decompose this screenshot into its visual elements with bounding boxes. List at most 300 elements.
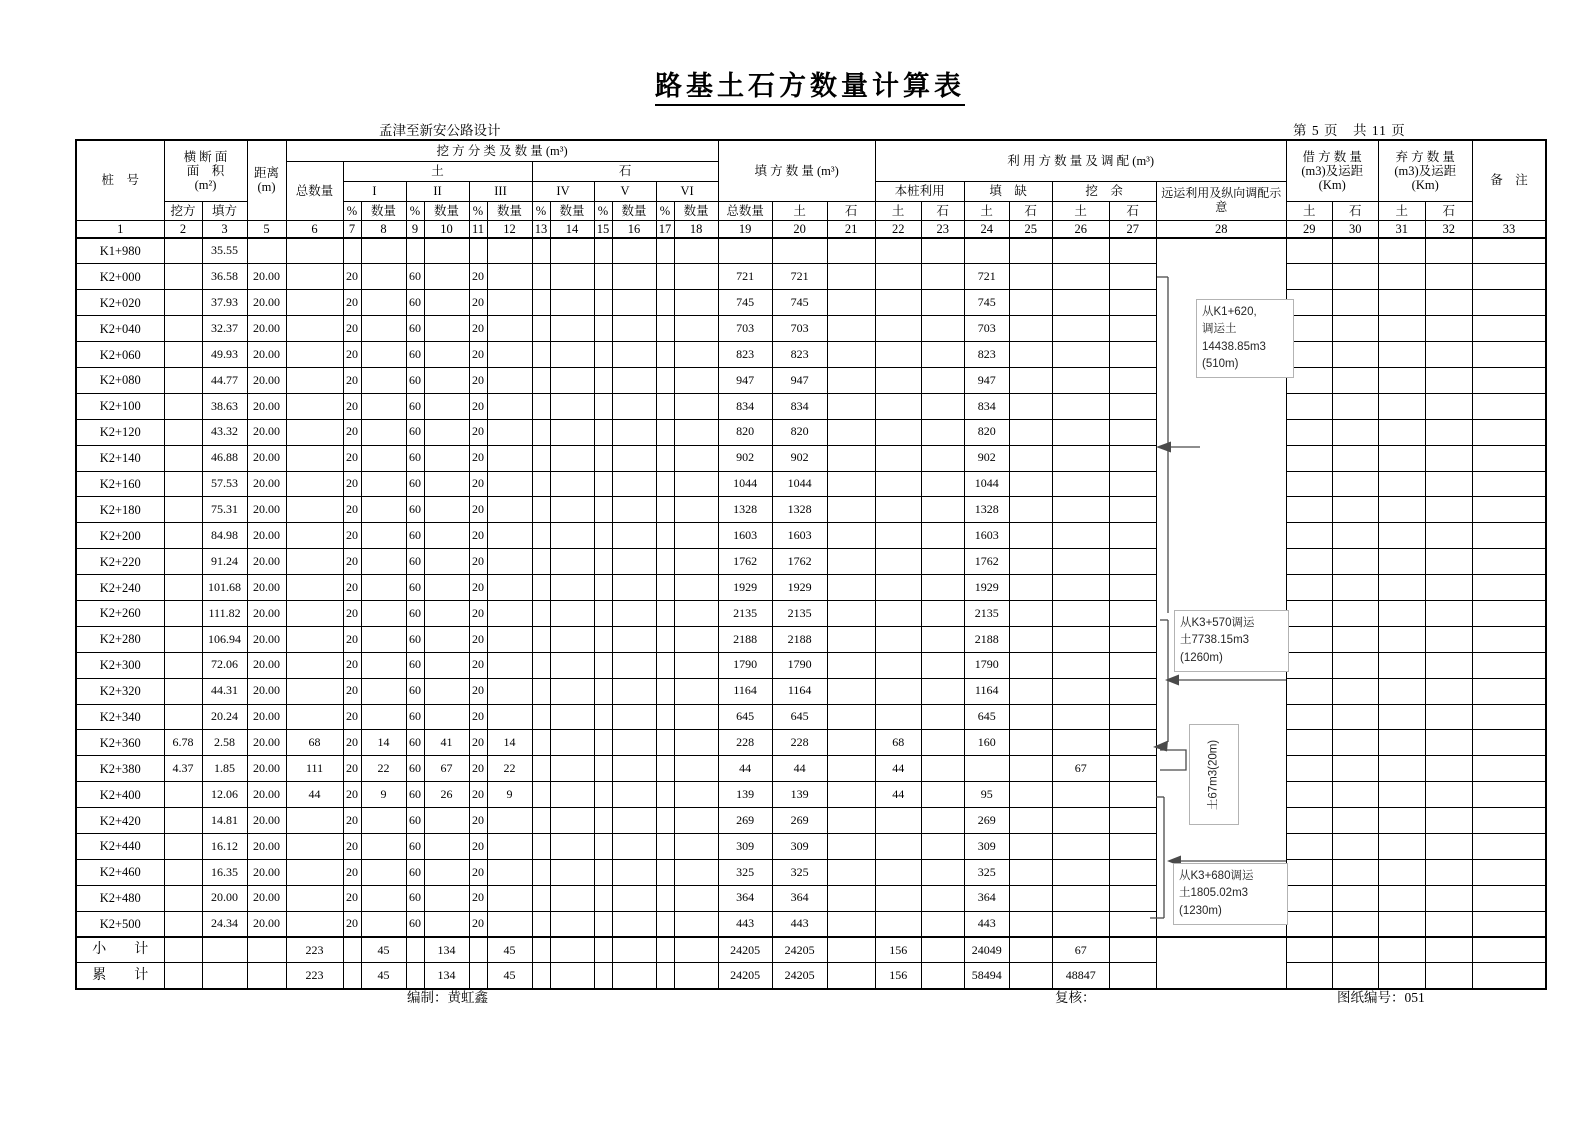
value-cell [921,626,964,652]
waste-line2: (m3)及运距 [1394,163,1457,178]
value-cell [1052,497,1109,523]
value-cell: 60 [406,859,424,885]
value-cell [1472,549,1546,575]
value-cell [1286,911,1332,937]
value-cell [1332,419,1378,445]
value-cell [921,833,964,859]
value-cell [286,549,343,575]
value-cell: 6.78 [164,730,202,756]
station-cell: 小 计 [76,937,164,963]
value-cell [875,523,921,549]
value-cell [1472,704,1546,730]
value-cell [1332,471,1378,497]
value-cell [361,264,406,290]
value-cell [1425,678,1472,704]
value-cell [550,652,594,678]
value-cell [594,678,612,704]
value-cell [1378,316,1425,342]
value-cell [1052,393,1109,419]
value-cell [286,290,343,316]
value-cell: 947 [772,367,827,393]
value-cell [487,316,532,342]
value-cell: 20 [469,782,487,808]
value-cell: 834 [772,393,827,419]
value-cell [164,600,202,626]
value-cell [424,911,469,937]
value-cell: 20.00 [247,600,286,626]
value-cell [1378,549,1425,575]
value-cell [1009,342,1052,368]
value-cell: 834 [718,393,772,419]
table-row [76,523,1546,549]
haul-note-a-line3: 14438.85m3 [1202,340,1266,353]
value-cell: 20.00 [202,885,247,911]
value-cell [532,264,550,290]
value-cell [424,808,469,834]
value-cell [921,497,964,523]
col-header-use-soil: 土 [875,201,921,220]
value-cell [1332,963,1378,989]
value-cell [612,937,656,963]
value-cell [827,626,875,652]
col-header-borrow-soil: 土 [1286,201,1332,220]
value-cell [1052,859,1109,885]
value-cell: 823 [772,342,827,368]
col-header-class-6: VI [656,181,718,201]
value-cell [594,342,612,368]
value-cell [424,859,469,885]
value-cell: 45 [361,963,406,989]
column-number: 16 [612,220,656,238]
value-cell [532,782,550,808]
value-cell [1472,264,1546,290]
value-cell: 24.34 [202,911,247,937]
value-cell [532,523,550,549]
value-cell: 820 [964,419,1009,445]
value-cell [1378,782,1425,808]
value-cell [921,549,964,575]
value-cell [532,549,550,575]
col-header-cut-area: 挖方 [164,201,202,220]
haul-note-b [1174,610,1289,672]
value-cell [1009,600,1052,626]
value-cell [550,678,594,704]
value-cell [1109,808,1156,834]
value-cell [1052,626,1109,652]
cross-section-line1: 横 断 面 [183,149,228,164]
station-cell: K2+340 [76,704,164,730]
value-cell [1332,393,1378,419]
value-cell: 20 [469,885,487,911]
value-cell [550,523,594,549]
value-cell [1109,238,1156,264]
value-cell [1378,756,1425,782]
value-cell [921,264,964,290]
value-cell [594,937,612,963]
col-header-class-2: II [406,181,469,201]
col-group-waste [1378,140,1472,201]
value-cell [361,911,406,937]
value-cell [1009,937,1052,963]
value-cell: 269 [772,808,827,834]
column-number: 2 [164,220,202,238]
value-cell [424,290,469,316]
value-cell [656,342,674,368]
value-cell [1286,626,1332,652]
col-header-pct2: % [406,201,424,220]
col-header-class-4: IV [532,181,594,201]
value-cell [827,704,875,730]
value-cell: 111 [286,756,343,782]
value-cell: 44.31 [202,678,247,704]
value-cell [1472,497,1546,523]
value-cell [164,367,202,393]
value-cell [1109,626,1156,652]
value-cell: 91.24 [202,549,247,575]
table-row [76,859,1546,885]
value-cell: 20 [469,419,487,445]
value-cell: 645 [772,704,827,730]
value-cell: 22 [361,756,406,782]
value-cell [612,419,656,445]
value-cell: 20 [343,782,361,808]
value-cell: 60 [406,264,424,290]
value-cell [1052,678,1109,704]
value-cell: 37.93 [202,290,247,316]
value-cell [487,626,532,652]
value-cell [1425,937,1472,963]
value-cell: 2188 [964,626,1009,652]
value-cell: 228 [718,730,772,756]
value-cell [1286,600,1332,626]
value-cell [1332,264,1378,290]
column-number: 22 [875,220,921,238]
station-cell: K2+360 [76,730,164,756]
value-cell: 14.81 [202,808,247,834]
value-cell [1332,290,1378,316]
value-cell [532,704,550,730]
value-cell [1378,704,1425,730]
value-cell [1109,264,1156,290]
value-cell [1332,238,1378,264]
value-cell [1378,523,1425,549]
value-cell [612,678,656,704]
value-cell [1009,911,1052,937]
value-cell [674,523,718,549]
value-cell [361,471,406,497]
value-cell [827,859,875,885]
value-cell [1286,730,1332,756]
value-cell [921,808,964,834]
value-cell [1472,367,1546,393]
value-cell [1378,600,1425,626]
value-cell [827,549,875,575]
value-cell [827,911,875,937]
value-cell: 20.00 [247,549,286,575]
value-cell [921,290,964,316]
value-cell [1109,342,1156,368]
value-cell [532,316,550,342]
value-cell [1009,756,1052,782]
haul-note-d-line1: 从K3+680调运 [1179,870,1254,882]
value-cell: 20.00 [247,342,286,368]
value-cell: 20 [343,497,361,523]
value-cell: 309 [772,833,827,859]
value-cell: 95 [964,782,1009,808]
value-cell [487,264,532,290]
value-cell [594,264,612,290]
column-number: 27 [1109,220,1156,238]
value-cell [361,316,406,342]
value-cell [1109,290,1156,316]
value-cell [656,549,674,575]
value-cell [827,471,875,497]
value-cell [674,575,718,601]
column-number: 29 [1286,220,1332,238]
value-cell [487,523,532,549]
value-cell: 20 [343,523,361,549]
value-cell [674,367,718,393]
value-cell [487,575,532,601]
distance-line2: (m) [257,180,276,195]
value-cell: 20.00 [247,575,286,601]
value-cell: 1929 [772,575,827,601]
value-cell: 645 [718,704,772,730]
value-cell [164,937,202,963]
value-cell [875,626,921,652]
haul-note-a-line1: 从K1+620, [1202,306,1257,318]
value-cell [594,523,612,549]
value-cell [612,471,656,497]
value-cell [532,600,550,626]
value-cell [674,419,718,445]
value-cell: 20 [469,600,487,626]
value-cell [612,316,656,342]
value-cell: 38.63 [202,393,247,419]
value-cell: 443 [772,911,827,937]
value-cell: 60 [406,497,424,523]
value-cell [532,859,550,885]
value-cell [1109,497,1156,523]
value-cell [612,238,656,264]
value-cell [656,316,674,342]
value-cell [1472,833,1546,859]
value-cell [487,549,532,575]
column-number: 9 [406,220,424,238]
value-cell [1109,730,1156,756]
value-cell [674,497,718,523]
value-cell [1378,937,1425,963]
value-cell: 60 [406,393,424,419]
value-cell [286,264,343,290]
value-cell [674,626,718,652]
value-cell [361,393,406,419]
value-cell: 20.00 [247,393,286,419]
col-group-fill: 填 方 数 量 (m³) [718,140,875,201]
station-cell: K2+080 [76,367,164,393]
value-cell: 1790 [772,652,827,678]
station-cell: K2+440 [76,833,164,859]
value-cell [612,264,656,290]
value-cell: 32.37 [202,316,247,342]
value-cell [875,600,921,626]
value-cell [1109,523,1156,549]
value-cell [550,445,594,471]
table-row [76,600,1546,626]
value-cell: 20.00 [247,678,286,704]
value-cell [1286,808,1332,834]
column-number: 30 [1332,220,1378,238]
value-cell [1286,471,1332,497]
value-cell [361,808,406,834]
value-cell [550,316,594,342]
value-cell [1286,963,1332,989]
table-row [76,497,1546,523]
value-cell: 45 [487,963,532,989]
column-number: 25 [1009,220,1052,238]
station-cell: K2+020 [76,290,164,316]
value-cell [1052,367,1109,393]
value-cell [361,497,406,523]
value-cell [550,782,594,808]
value-cell: 160 [964,730,1009,756]
value-cell: 20 [343,575,361,601]
value-cell [1109,652,1156,678]
value-cell: 1164 [772,678,827,704]
value-cell [594,652,612,678]
value-cell [286,471,343,497]
value-cell: 20 [343,393,361,419]
col-header-surplus-soil: 土 [1052,201,1109,220]
value-cell: 24205 [718,963,772,989]
waste-line3: (Km) [1411,177,1439,192]
value-cell [674,600,718,626]
value-cell: 20 [343,911,361,937]
value-cell: 41 [424,730,469,756]
value-cell [1425,911,1472,937]
value-cell [827,393,875,419]
value-cell [1009,859,1052,885]
value-cell [921,859,964,885]
value-cell: 84.98 [202,523,247,549]
value-cell [656,963,674,989]
value-cell: 68 [286,730,343,756]
table-row [76,885,1546,911]
column-number: 20 [772,220,827,238]
value-cell [487,859,532,885]
value-cell [343,238,361,264]
value-cell [247,963,286,989]
value-cell: 67 [1052,756,1109,782]
station-cell: K2+100 [76,393,164,419]
value-cell [361,367,406,393]
value-cell [1109,445,1156,471]
value-cell [1286,419,1332,445]
value-cell [532,652,550,678]
value-cell [1472,626,1546,652]
value-cell: 20.00 [247,808,286,834]
value-cell [827,652,875,678]
value-cell [1052,549,1109,575]
value-cell [164,575,202,601]
value-cell [1052,445,1109,471]
value-cell [286,833,343,859]
value-cell: 745 [964,290,1009,316]
earthwork-quantity-table [75,139,1547,990]
value-cell [594,238,612,264]
value-cell [1009,367,1052,393]
value-cell [1332,833,1378,859]
value-cell [532,419,550,445]
value-cell [1472,419,1546,445]
value-cell [361,445,406,471]
value-cell [1286,937,1332,963]
value-cell: 269 [718,808,772,834]
table-body [76,238,1546,989]
value-cell [532,290,550,316]
value-cell [594,549,612,575]
value-cell [594,833,612,859]
value-cell: 20.00 [247,316,286,342]
value-cell: 24205 [772,963,827,989]
value-cell [827,885,875,911]
haul-note-d-line2: 土1805.02m3 [1179,887,1249,900]
value-cell [1009,678,1052,704]
value-cell [921,471,964,497]
value-cell: 45 [361,937,406,963]
value-cell [1472,600,1546,626]
value-cell [1425,393,1472,419]
value-cell [827,523,875,549]
value-cell: 1.85 [202,756,247,782]
value-cell: 1328 [772,497,827,523]
value-cell: 228 [772,730,827,756]
value-cell: 2.58 [202,730,247,756]
value-cell [1425,730,1472,756]
value-cell [1286,497,1332,523]
station-cell: K2+400 [76,782,164,808]
value-cell: 20 [343,833,361,859]
value-cell [550,600,594,626]
station-cell: K2+140 [76,445,164,471]
value-cell: 14 [487,730,532,756]
value-cell: 36.58 [202,264,247,290]
value-cell: 134 [424,937,469,963]
value-cell: 20.00 [247,471,286,497]
station-cell: K2+040 [76,316,164,342]
value-cell [164,238,202,264]
col-header-fill-soil: 土 [772,201,827,220]
value-cell [424,471,469,497]
value-cell [674,704,718,730]
value-cell [612,523,656,549]
value-cell [361,833,406,859]
col-header-waste-soil: 土 [1378,201,1425,220]
table-row [76,549,1546,575]
value-cell [674,238,718,264]
value-cell [1472,342,1546,368]
value-cell: 60 [406,911,424,937]
col-header-pct1: % [343,201,361,220]
value-cell [1009,497,1052,523]
value-cell [1332,652,1378,678]
value-cell [164,782,202,808]
value-cell: 60 [406,316,424,342]
value-cell [286,445,343,471]
value-cell: 20 [469,523,487,549]
table-header [76,140,1546,238]
value-cell: 60 [406,419,424,445]
